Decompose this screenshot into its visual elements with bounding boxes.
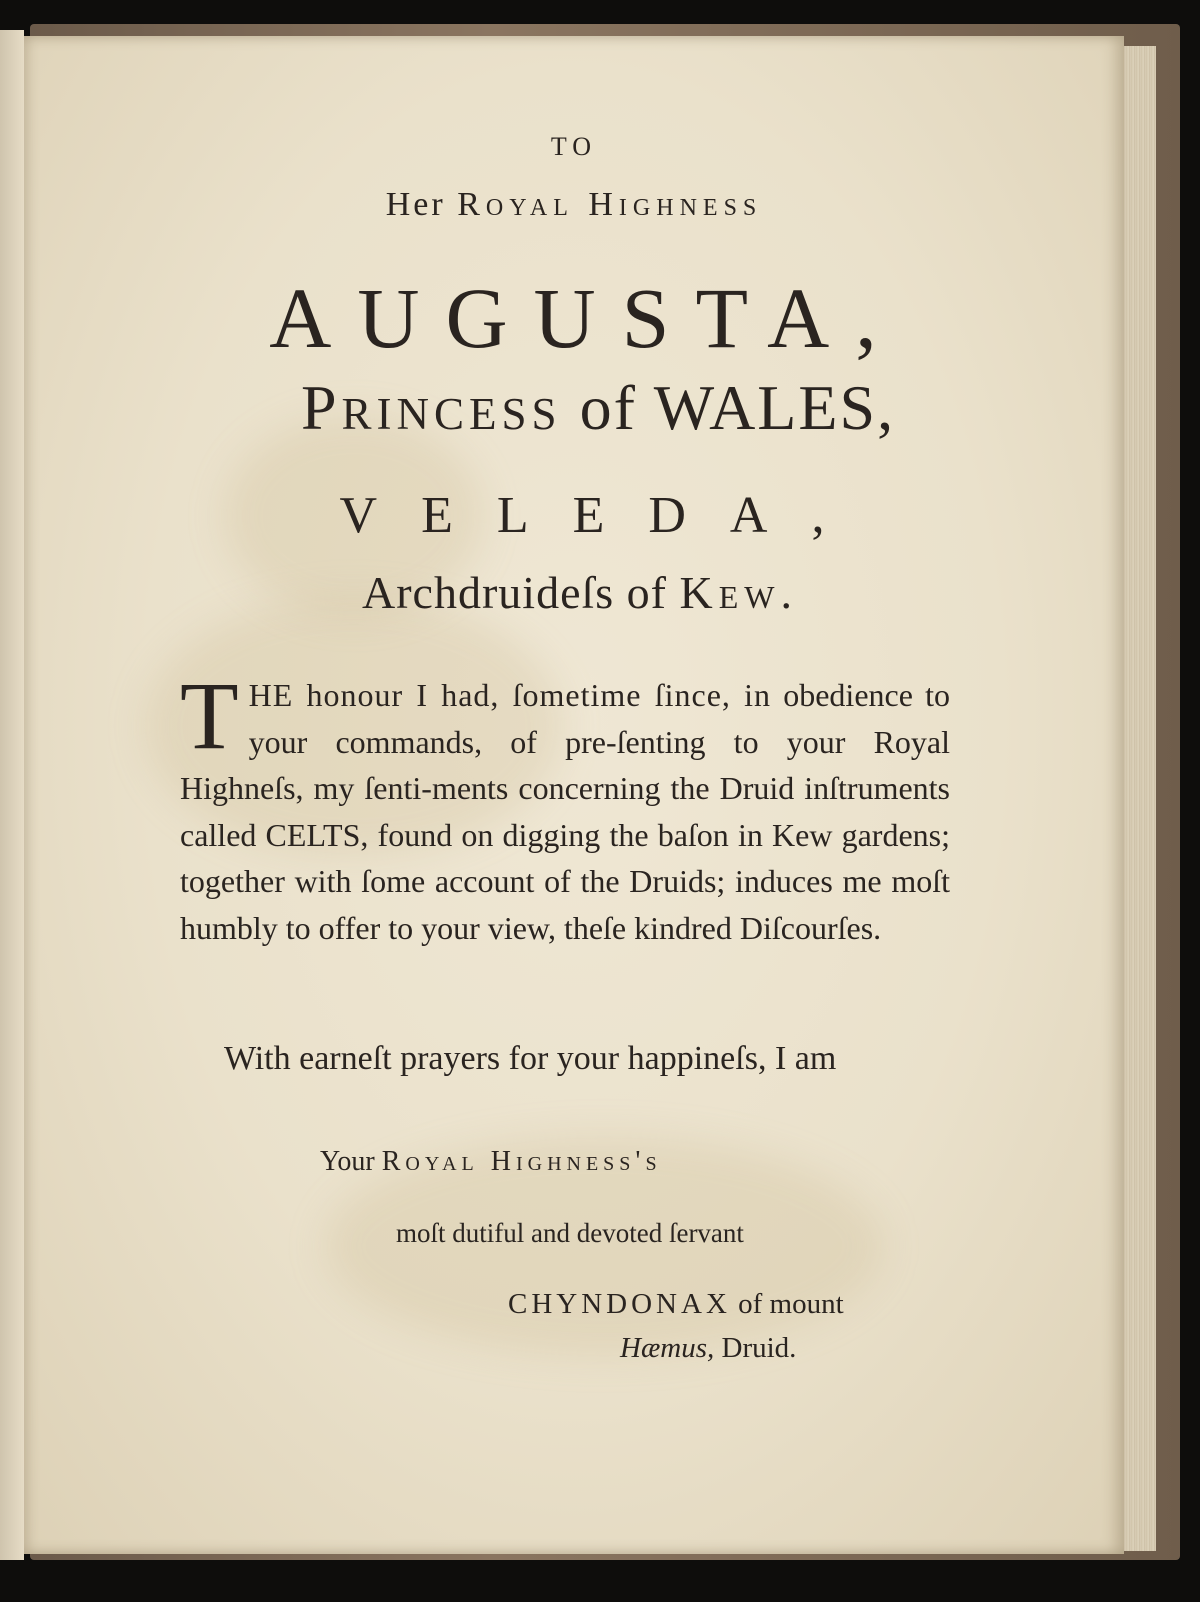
signature-name: CHYNDONAX [508, 1288, 731, 1320]
heading-kew: Kew. [679, 567, 798, 618]
heading-of: of [579, 372, 637, 443]
dedication-page [24, 36, 1124, 1554]
signature-royal-highness: Royal Highness's [381, 1146, 662, 1177]
facing-page-edge [0, 30, 24, 1560]
signature-your-royal-highness [320, 1146, 662, 1178]
signature-place-line [620, 1332, 796, 1365]
signature-of-mount: of mount [738, 1288, 844, 1320]
signature-name-line [508, 1288, 844, 1321]
heading-to: TO [550, 132, 598, 161]
heading-princess: Princess [300, 372, 562, 443]
heading-royal-highness: Royal Highness [457, 186, 763, 223]
signature-druid: Druid. [721, 1332, 797, 1364]
heading-archdruidess [30, 566, 1130, 619]
dedication-paragraph-2: With earneſt prayers for your happineſs, I am [224, 1040, 837, 1077]
signature-servant: moſt dutiful and devoted ſervant [396, 1218, 744, 1248]
signature-place: Hæmus, [620, 1332, 715, 1364]
heading-wales: WALES, [653, 372, 896, 443]
heading-her: Her [385, 186, 446, 223]
signature-your: Your [320, 1146, 375, 1177]
heading-veleda: VELEDA, [339, 487, 869, 544]
drop-cap: T [180, 662, 239, 769]
paragraph-1-opening: HE honour I had, ſometime ſince, in [248, 677, 771, 713]
dedication-paragraph-1 [180, 662, 951, 951]
heading-princess-of-wales [48, 371, 1148, 445]
heading-archdruidess-of: Archdruideſs of [362, 567, 667, 618]
heading-her-royal-highness [24, 186, 1124, 224]
heading-augusta: AUGUSTA, [269, 270, 903, 366]
paragraph-1-rest: obedience to your commands, of pre-ſenting to your Royal Highneſs, my ſenti-ments concerning the Druid inſtruments called CELTS, found on digging the baſon in Kew gardens; together with ſome account of the Druids; induces me moſt humbly to offer to your view, theſe kindred Diſcourſes. [180, 677, 951, 946]
